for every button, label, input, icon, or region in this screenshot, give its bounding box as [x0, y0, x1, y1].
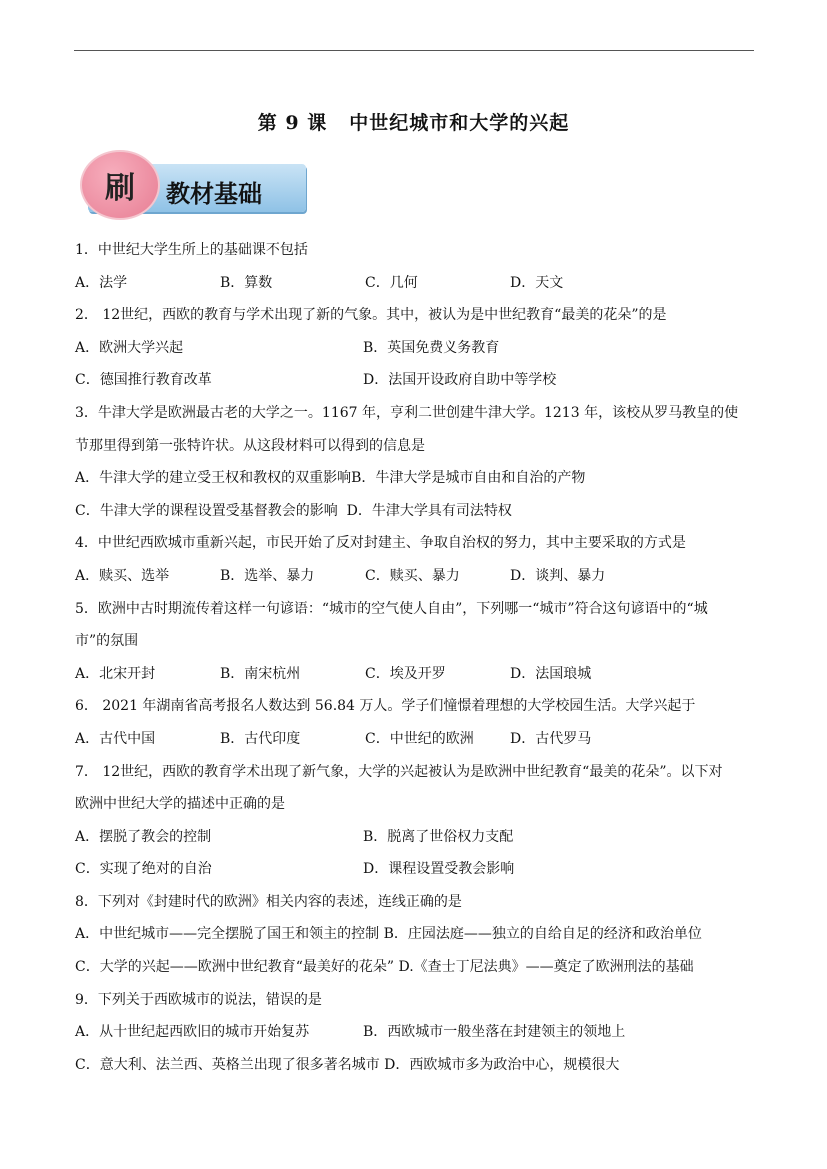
question-stem: 9．下列关于西欧城市的说法，错误的是 [75, 991, 322, 1008]
options-row [75, 495, 755, 528]
question-stem-cont: 节那里得到第一张特许状。从这段材料可以得到的信息是 [75, 437, 425, 454]
option: C．德国推行教育改革 [75, 372, 212, 389]
option: C．牛津大学的课程设置受基督教会的影响 [75, 502, 338, 519]
option: D.《查士丁尼法典》——奠定了欧洲刑法的基础 [398, 959, 694, 976]
banner-label: 教材基础 [166, 180, 262, 208]
question-stem: 8．下列对《封建时代的欧洲》相关内容的表述，连线正确的是 [75, 893, 462, 910]
question-stem: 1．中世纪大学生所上的基础课不包括 [75, 242, 308, 258]
option: A．欧洲大学兴起 [75, 339, 184, 356]
option: D．天文 [510, 274, 564, 291]
option: B．南宋杭州 [220, 665, 301, 682]
option: C．赎买、暴力 [365, 567, 460, 584]
option: D．西欧城市多为政治中心，规模很大 [384, 1056, 620, 1073]
question-stem: 6． 2021 年湖南省高考报名人数达到 56.84 万人。学子们憧憬着理想的大学校园生活。大学兴起于 [75, 698, 696, 715]
section-banner [80, 150, 308, 218]
question-list [75, 234, 755, 1081]
question-stem-cont: 欧洲中世纪大学的描述中正确的是 [75, 796, 285, 813]
options-row [75, 462, 755, 495]
option: D．古代罗马 [510, 730, 592, 747]
options-row [75, 1049, 755, 1082]
lesson-number: 第 9 课 [257, 112, 328, 134]
option: D．法国琅城 [510, 665, 592, 682]
option: A．中世纪城市——完全摆脱了国王和领主的控制 [75, 926, 380, 943]
option: C．埃及开罗 [365, 665, 446, 682]
option: A．牛津大学的建立受王权和教权的双重影响 [75, 470, 352, 487]
options-row [75, 658, 755, 691]
question-stem: 3．牛津大学是欧洲最古老的大学之一。1167 年，亨利二世创建牛津大学。1213 年，该校从罗马教皇的使 [75, 404, 739, 421]
option: C．意大利、法兰西、英格兰出现了很多著名城市 [75, 1056, 380, 1073]
option: B．脱离了世俗权力支配 [363, 828, 514, 845]
header-rule [74, 50, 754, 51]
option: C．几何 [365, 274, 418, 291]
options-row [75, 853, 755, 886]
options-row [75, 1016, 755, 1049]
options-row [75, 918, 755, 951]
lesson-name: 中世纪城市和大学的兴起 [349, 112, 570, 134]
option: A．北宋开封 [75, 665, 156, 682]
options-row [75, 723, 755, 756]
option: A．法学 [75, 274, 128, 291]
option: C．实现了绝对的自治 [75, 861, 212, 878]
question-stem: 5．欧洲中古时期流传着这样一句谚语：“城市的空气使人自由”，下列哪一“城市”符合这句谚语中的“城 [75, 600, 708, 617]
option: A．从十世纪起西欧旧的城市开始复苏 [75, 1024, 310, 1041]
option: D．课程设置受教会影响 [363, 861, 515, 878]
question-stem: 7． 12世纪，西欧的教育学术出现了新气象，大学的兴起被认为是欧洲中世纪教育“最美的花朵”。以下对 [75, 763, 723, 780]
option: D．谈判、暴力 [510, 567, 606, 584]
option: C．中世纪的欧洲 [365, 730, 474, 747]
options-row [75, 951, 755, 984]
option: A．赎买、选举 [75, 567, 170, 584]
option: B．选举、暴力 [220, 567, 315, 584]
options-row [75, 364, 755, 397]
option: B．西欧城市一般坐落在封建领主的领地上 [363, 1024, 626, 1041]
option: B．算数 [220, 274, 273, 291]
options-row [75, 267, 755, 300]
option: B．英国免费义务教育 [363, 339, 500, 356]
question-stem: 2． 12世纪，西欧的教育与学术出现了新的气象。其中，被认为是中世纪教育“最美的花朵”的是 [75, 307, 667, 324]
option: B．古代印度 [220, 730, 301, 747]
option: B．庄园法庭——独立的自给自足的经济和政治单位 [383, 926, 702, 943]
page-title [0, 108, 827, 135]
option: D．法国开设政府自助中等学校 [363, 372, 557, 389]
banner-badge: 刷 [80, 150, 160, 220]
question-stem-cont: 市”的氛围 [75, 633, 139, 650]
option: B．牛津大学是城市自由和自治的产物 [351, 470, 586, 487]
option: A．古代中国 [75, 730, 156, 747]
option: D．牛津大学具有司法特权 [346, 502, 512, 519]
options-row [75, 560, 755, 593]
options-row [75, 332, 755, 365]
question-stem: 4．中世纪西欧城市重新兴起，市民开始了反对封建主、争取自治权的努力，其中主要采取的方式是 [75, 535, 686, 552]
option: C．大学的兴起——欧洲中世纪教育“最美好的花朵” [75, 959, 395, 976]
options-row [75, 821, 755, 854]
option: A．摆脱了教会的控制 [75, 828, 212, 845]
